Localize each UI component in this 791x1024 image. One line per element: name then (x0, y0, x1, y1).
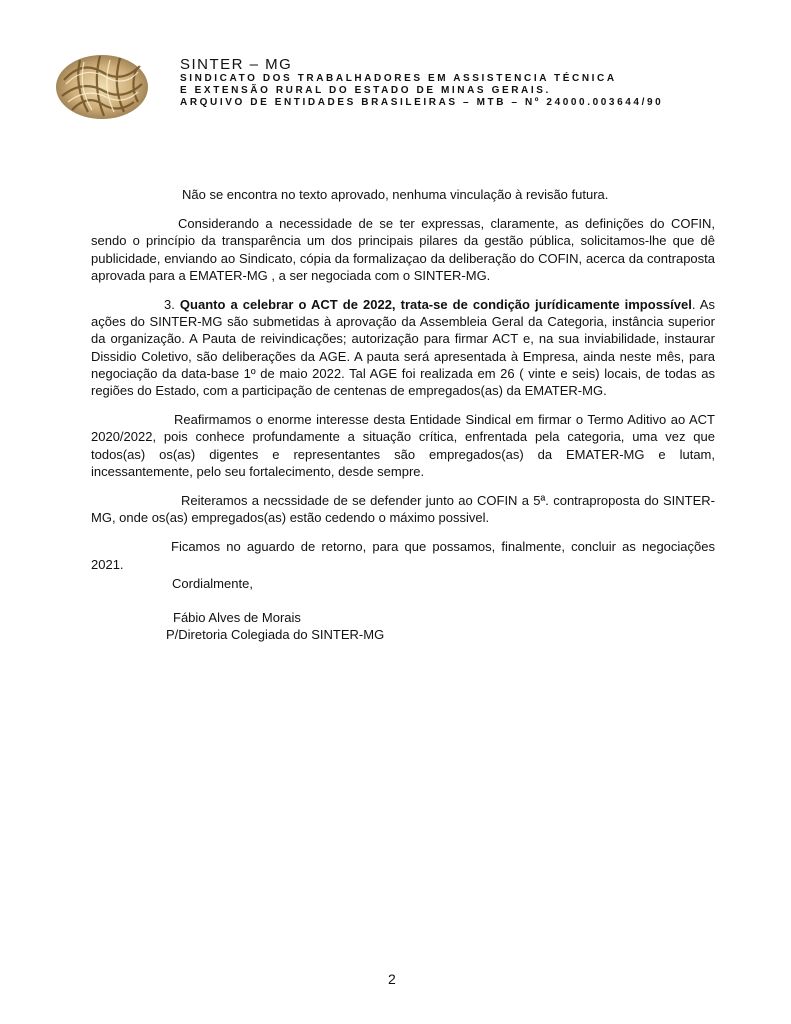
signer-role: P/Diretoria Colegiada do SINTER-MG (166, 627, 385, 643)
paragraph-2: Considerando a necessidade de se ter expressas, claramente, as definições do COFIN, sendo o princípio da transparência um dos principais pilares da gestão pública, solicitamos-lhe que dê publicidade, enviando ao Sindicato, cópia da formalizaçao da deliberação do COFIN, acerca da contraposta aprovada para a EMATER-MG , a ser negociada com o SINTER-MG. (91, 216, 715, 283)
letter-body (91, 186, 715, 585)
organization-name: SINTER – MG (180, 56, 293, 73)
salutation: Cordialmente, (172, 576, 253, 591)
paragraph-1: Não se encontra no texto aprovado, nenhuma vinculação à revisão futura. (182, 187, 609, 202)
organization-line-1: SINDICATO DOS TRABALHADORES EM ASSISTENCIA TÉCNICA (180, 73, 617, 84)
woven-knot-logo-icon (52, 50, 152, 122)
organization-header (180, 56, 663, 109)
paragraph-3-bold: Quanto a celebrar o ACT de 2022, trata-se de condição jurídicamente impossível (179, 297, 692, 313)
signer-name: Fábio Alves de Morais (173, 610, 301, 626)
organization-line-3: ARQUIVO DE ENTIDADES BRASILEIRAS – MTB – Nº 24000.003644/90 (180, 97, 664, 108)
paragraph-4: Reafirmamos o enorme interesse desta Entidade Sindical em firmar o Termo Aditivo ao ACT 2020/2022, pois conhece profundamente a situação crítica, enfrentada pela categoria, uma vez que todos(as) os(as) digentes e representantes são empregados(as) da EMATER-MG e lutam, incessantemente, pelo seu fortalecimento, desde sempre. (91, 412, 715, 479)
paragraph-3-rest: . As ações do SINTER-MG são submetidas à aprovação da Assembleia Geral da Categoria, instância superior da organização. A Pauta de reivindicações; autorização para firmar ACT e, na sua inviabilidade, instaurar Dissidio Coletivo, são deliberações da AGE. A pauta será apresentada à Empresa, ainda neste mês, para negociação da data-base 1º de maio 2022. Tal AGE foi realizada em 26 ( vinte e seis) locais, de todas as regiões do Estado, com a participação de centenas de empregados(as) da EMATER-MG. (91, 297, 715, 399)
letterhead (52, 50, 732, 125)
paragraph-3 (91, 296, 715, 399)
paragraph-5: Reiteramos a necssidade de se defender junto ao COFIN a 5ª. contraproposta do SINTER-MG, onde os(as) empregados(as) estão cedendo o máximo possivel. (91, 493, 715, 526)
paragraph-3-number: 3. (164, 297, 175, 313)
organization-line-2: E EXTENSÃO RURAL DO ESTADO DE MINAS GERAIS. (180, 85, 551, 96)
page-number: 2 (388, 971, 396, 987)
signature-block (166, 575, 385, 644)
paragraph-6: Ficamos no aguardo de retorno, para que possamos, finalmente, concluir as negociações 2021. (91, 539, 715, 572)
